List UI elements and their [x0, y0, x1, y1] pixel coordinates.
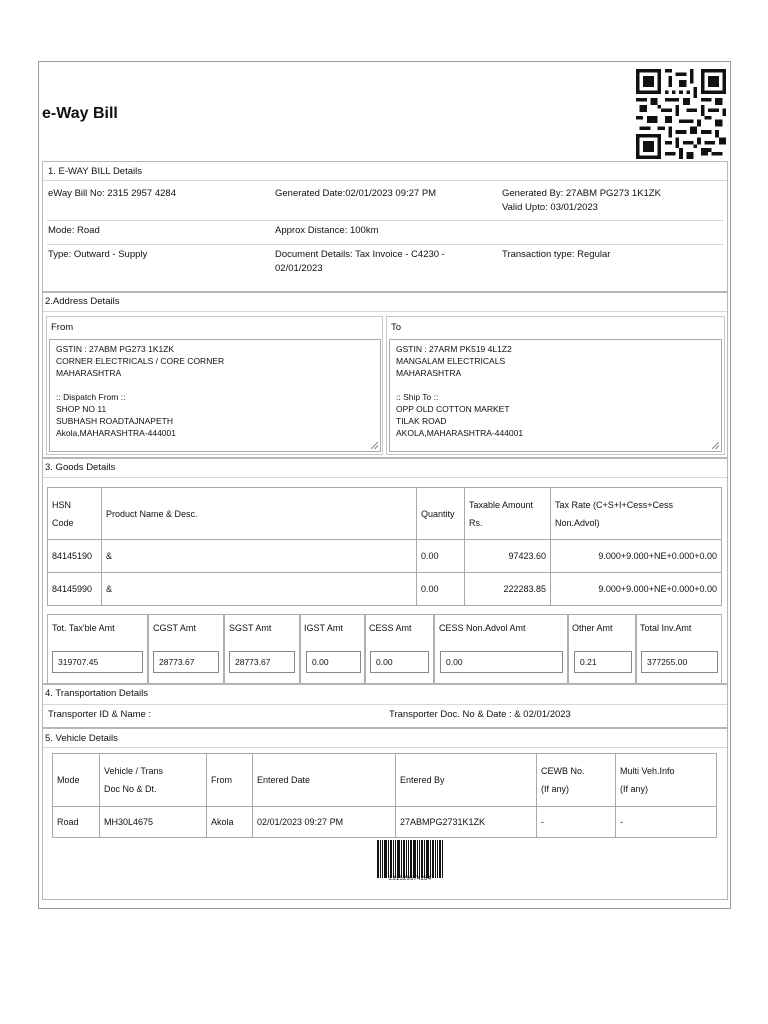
address-line	[396, 379, 715, 391]
total-header: CGST Amt	[153, 623, 196, 633]
address-line: MAHARASHTRA	[56, 368, 122, 378]
column-header-cewb: CEWB No. (If any)	[537, 754, 616, 807]
address-line: :: Ship To ::	[396, 392, 439, 402]
column-header-tax-rate: Tax Rate (C+S+I+Cess+Cess Non.Advol)	[551, 488, 722, 540]
column-header-taxable: Taxable Amount Rs.	[465, 488, 551, 540]
from-address-textarea[interactable]	[49, 339, 381, 452]
address-line: GSTIN : 27ABM PG273 1K1ZK	[56, 344, 175, 354]
column-header-mode: Mode	[53, 754, 100, 807]
eway-bill-number: eWay Bill No: 2315 2957 4284	[48, 188, 176, 199]
table-row	[53, 807, 717, 838]
column-header-vehicle: Vehicle / Trans Doc No & Dt.	[100, 754, 207, 807]
transaction-type: Transaction type: Regular	[502, 249, 611, 260]
address-line: MANGALAM ELECTRICALS	[396, 356, 506, 366]
qr-code	[634, 69, 728, 159]
vehicle-cell: MH30L4675	[100, 807, 207, 838]
to-address-textarea[interactable]	[389, 339, 722, 452]
goods-table	[47, 487, 722, 606]
cewb-cell: -	[537, 807, 616, 838]
quantity-cell: 0.00	[417, 573, 465, 606]
other-amount-field[interactable]: 0.21	[574, 651, 632, 673]
table-row	[48, 540, 722, 573]
column-header-multi-vehicle: Multi Veh.Info (If any)	[616, 754, 717, 807]
cgst-amount-field[interactable]: 28773.67	[153, 651, 219, 673]
resize-grip-icon[interactable]	[712, 442, 719, 449]
product-cell: &	[102, 573, 417, 606]
address-line: AKOLA,MAHARASHTRA-444001	[396, 428, 524, 438]
total-taxable-amount-field[interactable]: 319707.45	[52, 651, 143, 673]
table-row	[48, 573, 722, 606]
total-header: CESS Non.Advol Amt	[439, 623, 526, 633]
vehicle-table	[52, 753, 717, 838]
quantity-cell: 0.00	[417, 540, 465, 573]
total-invoice-amount-field[interactable]: 377255.00	[641, 651, 718, 673]
supply-type: Type: Outward - Supply	[48, 249, 148, 260]
document-date: 02/01/2023	[275, 263, 323, 274]
resize-grip-icon[interactable]	[371, 442, 378, 449]
to-label: To	[391, 322, 402, 333]
column-header-from: From	[207, 754, 253, 807]
address-line: MAHARASHTRA	[396, 368, 462, 378]
transport-mode: Mode: Road	[48, 225, 100, 236]
column-header-product: Product Name & Desc.	[102, 488, 417, 540]
address-line: :: Dispatch From ::	[56, 392, 126, 402]
address-line: TILAK ROAD	[396, 416, 447, 426]
document-details: Document Details: Tax Invoice - C4230 -	[275, 249, 445, 260]
section-heading: 3. Goods Details	[45, 462, 116, 473]
from-label: From	[51, 322, 74, 333]
total-header: SGST Amt	[229, 623, 272, 633]
multi-vehicle-cell: -	[616, 807, 717, 838]
tax-rate-cell: 9.000+9.000+NE+0.000+0.00	[551, 540, 722, 573]
transporter-id-name: Transporter ID & Name :	[48, 709, 152, 720]
from-cell: Akola	[207, 807, 253, 838]
total-header: Tot. Tax'ble Amt	[52, 623, 115, 633]
entered-by-cell: 27ABMPG2731K1ZK	[396, 807, 537, 838]
total-header: CESS Amt	[369, 623, 412, 633]
total-header: IGST Amt	[304, 623, 343, 633]
generated-by: Generated By: 27ABM PG273 1K1ZK	[502, 188, 661, 199]
address-line	[56, 379, 374, 391]
section-heading: 2.Address Details	[45, 296, 120, 307]
approx-distance: Approx Distance: 100km	[275, 225, 379, 236]
igst-amount-field[interactable]: 0.00	[306, 651, 361, 673]
barcode-icon	[377, 840, 443, 878]
address-line: SUBHASH ROADTAJNAPETH	[56, 416, 173, 426]
column-header-hsn: HSN Code	[48, 488, 102, 540]
address-line: SHOP NO 11	[56, 404, 107, 414]
cess-amount-field[interactable]: 0.00	[370, 651, 429, 673]
generated-date: Generated Date:02/01/2023 09:27 PM	[275, 188, 437, 199]
total-header: Total Inv.Amt	[640, 623, 692, 633]
mode-cell: Road	[53, 807, 100, 838]
total-header: Other Amt	[572, 623, 613, 633]
address-line: OPP OLD COTTON MARKET	[396, 404, 510, 414]
barcode-number: 231529574284	[388, 876, 432, 882]
table-header-row	[53, 754, 717, 807]
column-header-quantity: Quantity	[417, 488, 465, 540]
address-line: Akola,MAHARASHTRA-444001	[56, 428, 176, 438]
sgst-amount-field[interactable]: 28773.67	[229, 651, 295, 673]
address-line: CORNER ELECTRICALS / CORE CORNER	[56, 356, 225, 366]
product-cell: &	[102, 540, 417, 573]
cess-non-advol-amount-field[interactable]: 0.00	[440, 651, 563, 673]
entered-date-cell: 02/01/2023 09:27 PM	[253, 807, 396, 838]
tax-rate-cell: 9.000+9.000+NE+0.000+0.00	[551, 573, 722, 606]
taxable-cell: 222283.85	[465, 573, 551, 606]
section-heading: 1. E-WAY BILL Details	[48, 166, 142, 177]
table-header-row	[48, 488, 722, 540]
page-title: e-Way Bill	[42, 105, 118, 122]
transporter-doc: Transporter Doc. No & Date : & 02/01/2023	[389, 709, 571, 720]
taxable-cell: 97423.60	[465, 540, 551, 573]
section-heading: 5. Vehicle Details	[45, 733, 118, 744]
address-line: GSTIN : 27ARM PK519 4L1Z2	[396, 344, 512, 354]
hsn-cell: 84145990	[48, 573, 102, 606]
valid-upto: Valid Upto: 03/01/2023	[502, 202, 598, 213]
hsn-cell: 84145190	[48, 540, 102, 573]
section-heading: 4. Transportation Details	[45, 688, 148, 699]
column-header-entered-by: Entered By	[396, 754, 537, 807]
column-header-entered-date: Entered Date	[253, 754, 396, 807]
